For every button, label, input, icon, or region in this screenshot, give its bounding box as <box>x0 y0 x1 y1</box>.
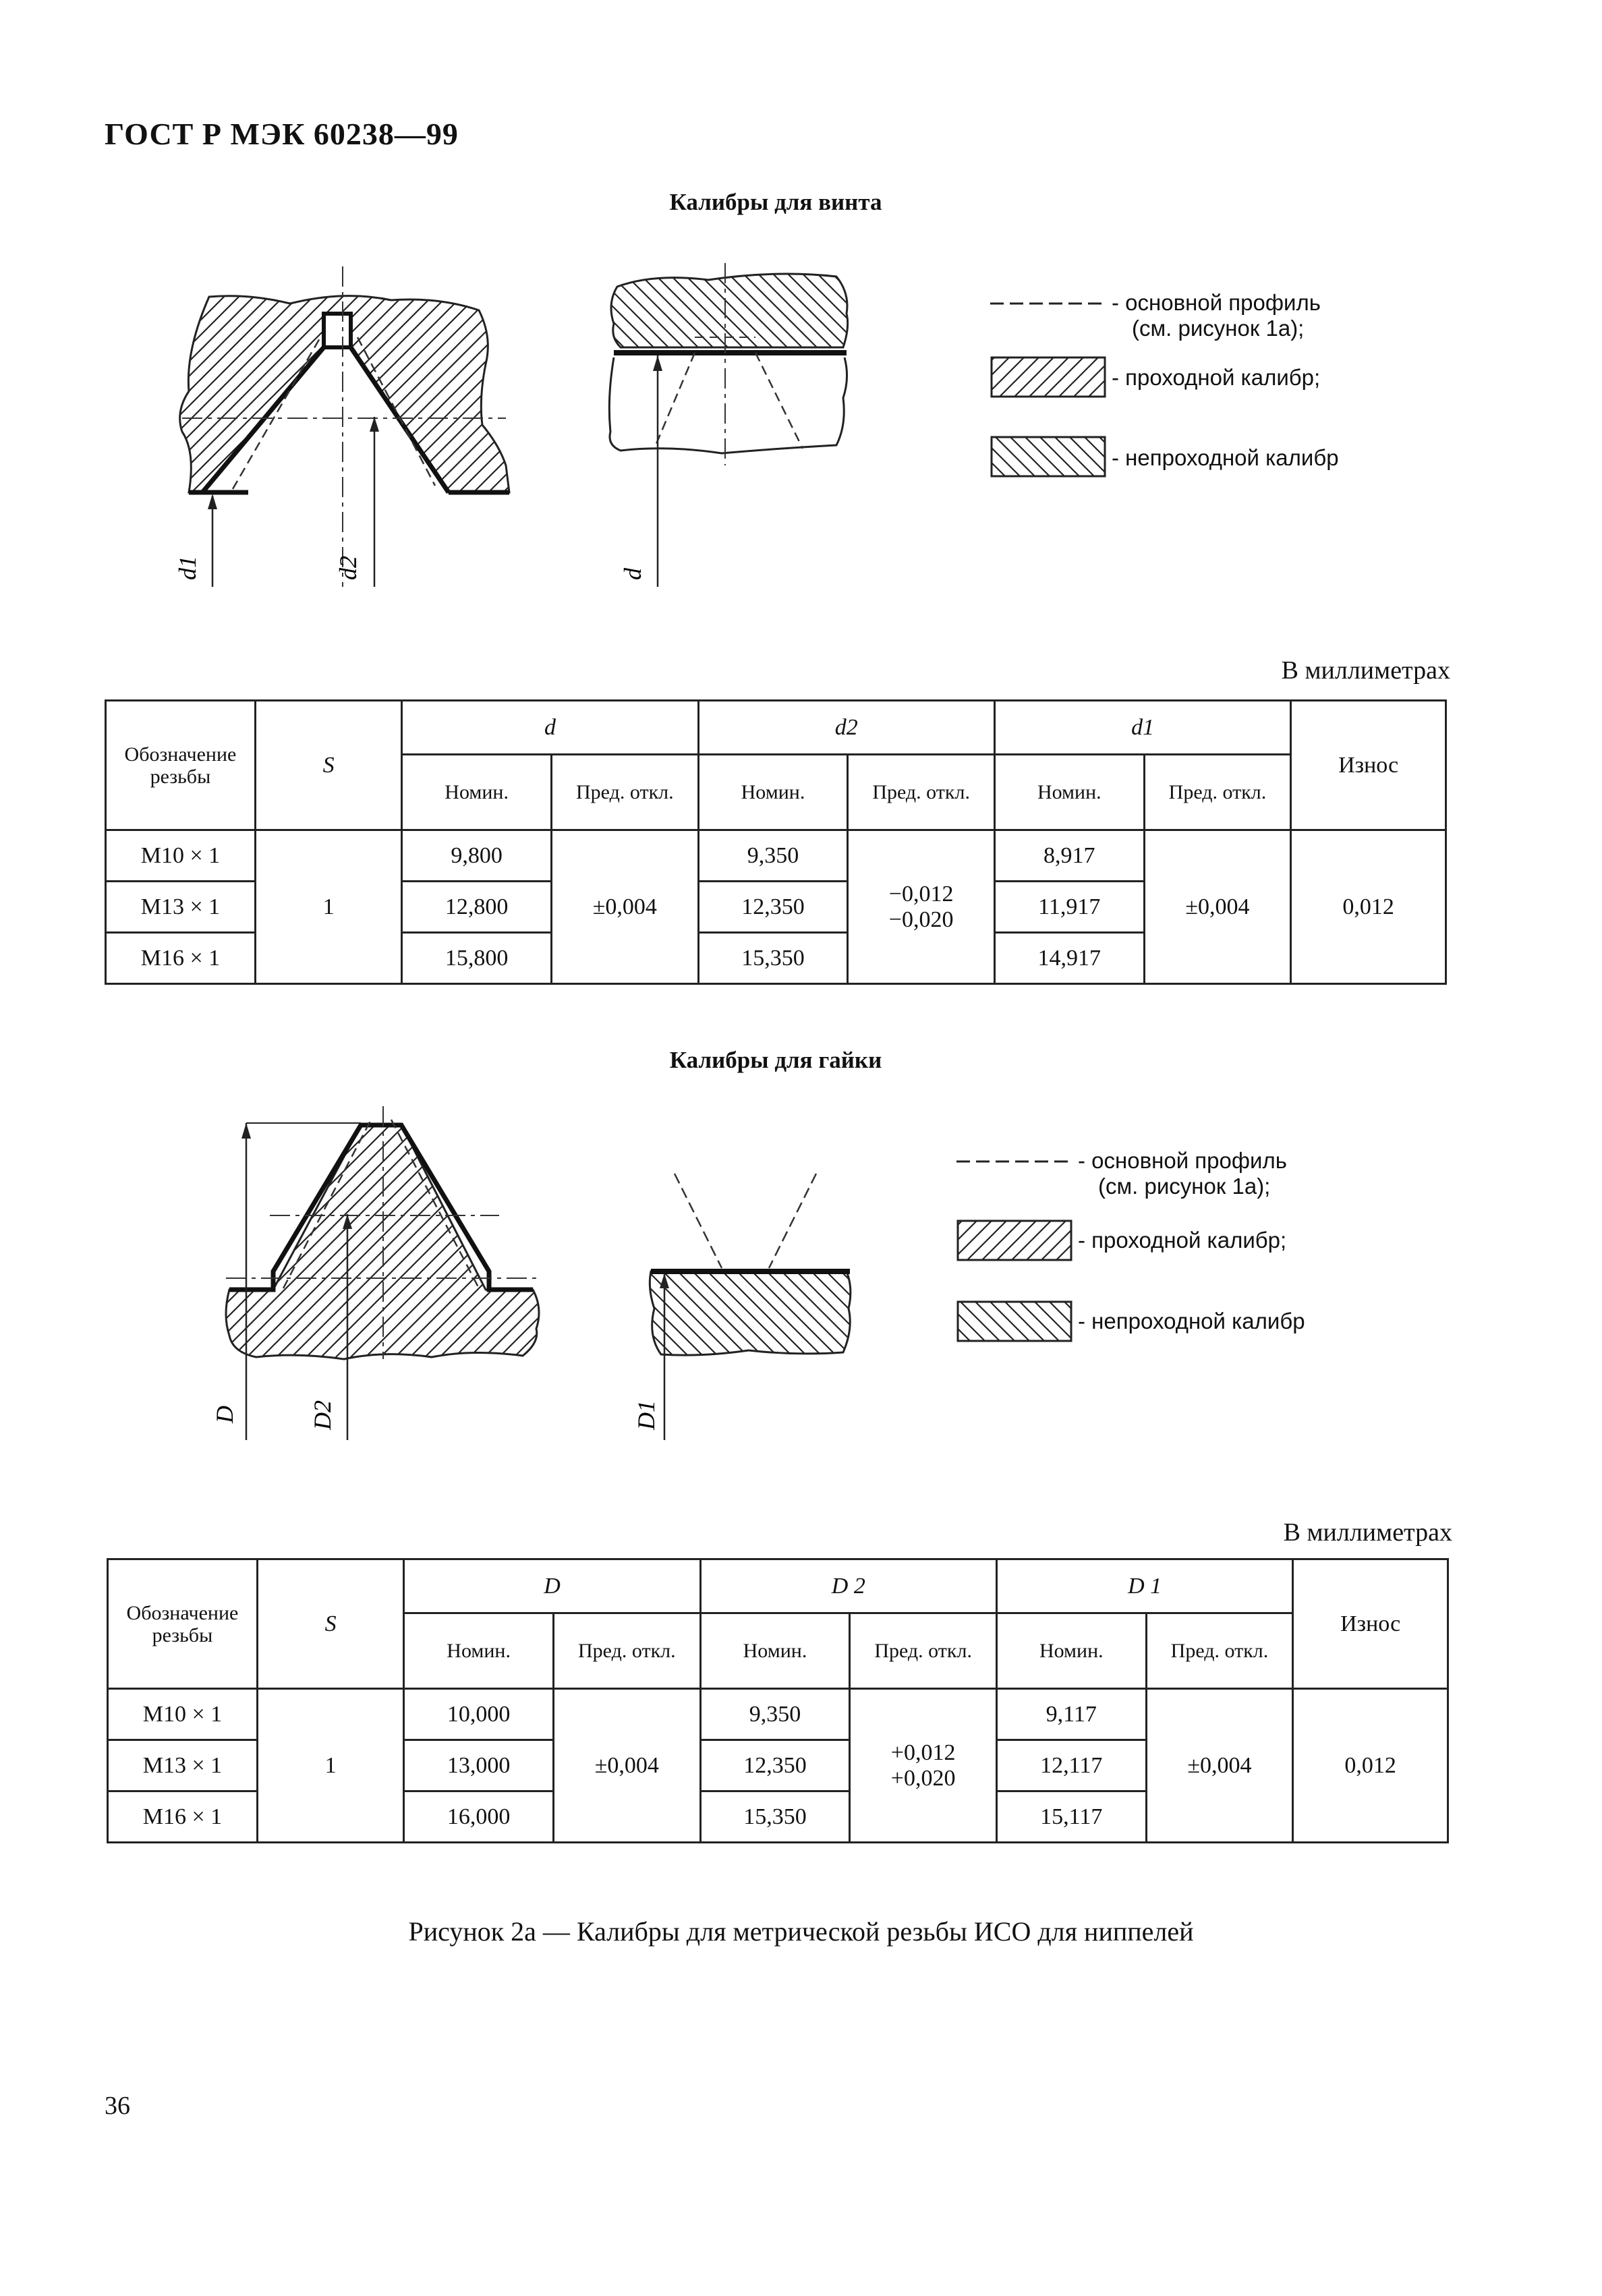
cell-thread: M10 × 1 <box>106 830 256 882</box>
legend-go-swatch <box>992 357 1105 397</box>
cell-D-nominal: 16,000 <box>404 1791 554 1843</box>
dim-label-d2: d2 <box>335 556 362 580</box>
legend-go-swatch <box>958 1221 1071 1260</box>
dim-label-d1: d1 <box>174 556 201 580</box>
cell-D2-deviation: +0,012 +0,020 <box>850 1689 997 1843</box>
cell-d-nominal: 9,800 <box>402 830 552 882</box>
nut-gauge-table <box>107 1558 1449 1843</box>
cell-d1-deviation: ±0,004 <box>1144 830 1291 984</box>
cell-d2-nominal: 9,350 <box>698 830 848 882</box>
subheader-nominal: Номин. <box>996 1613 1146 1689</box>
nut-units-label: В миллиметрах <box>1283 1518 1452 1547</box>
subheader-nominal: Номин. <box>698 755 848 830</box>
cell-d1-nominal: 8,917 <box>994 830 1144 882</box>
legend-nogo-gauge: - непроходной калибр <box>1112 445 1339 470</box>
screw-section-title: Калибры для винта <box>669 189 882 215</box>
cell-thread: M16 × 1 <box>108 1791 258 1843</box>
cell-d2-deviation: −0,012 −0,020 <box>848 830 995 984</box>
cell-thread: M13 × 1 <box>108 1740 258 1791</box>
cell-s: 1 <box>255 830 401 984</box>
cell-D2-nominal: 15,350 <box>700 1791 850 1843</box>
subheader-deviation: Пред. откл. <box>553 1613 700 1689</box>
screw-units-label: В миллиметрах <box>1281 656 1450 685</box>
screw-gauge-table <box>105 699 1447 985</box>
cell-D1-nominal: 12,117 <box>996 1740 1146 1791</box>
header-wear: Износ <box>1291 701 1446 830</box>
subheader-deviation: Пред. откл. <box>1146 1613 1293 1689</box>
subheader-deviation: Пред. откл. <box>1144 755 1291 830</box>
table-row <box>106 830 1446 882</box>
subheader-nominal: Номин. <box>994 755 1144 830</box>
header-group-d2: d2 <box>698 701 994 755</box>
legend-basic-profile: - основной профиль (см. рисунок 1а); <box>1112 290 1321 341</box>
cell-D-nominal: 13,000 <box>404 1740 554 1791</box>
dim-label-D: D <box>211 1406 238 1423</box>
nut-section-title: Калибры для гайки <box>669 1047 882 1073</box>
header-group-D1: D 1 <box>996 1559 1292 1613</box>
cell-D1-nominal: 9,117 <box>996 1689 1146 1740</box>
dim-label-d: d <box>619 568 646 580</box>
figure-caption: Рисунок 2а — Калибры для метрической резьбы ИСО для ниппелей <box>408 1916 1194 1947</box>
cell-thread: M13 × 1 <box>106 882 256 933</box>
subheader-nominal: Номин. <box>700 1613 850 1689</box>
cell-d-nominal: 15,800 <box>402 933 552 984</box>
cell-d2-nominal: 15,350 <box>698 933 848 984</box>
subheader-deviation: Пред. откл. <box>551 755 698 830</box>
cell-D-deviation: ±0,004 <box>553 1689 700 1843</box>
legend-basic-profile: - основной профиль (см. рисунок 1а); <box>1078 1148 1287 1199</box>
subheader-deviation: Пред. откл. <box>848 755 995 830</box>
header-group-d1: d1 <box>994 701 1290 755</box>
screw-nogo-gauge-body <box>611 274 848 347</box>
cell-D-nominal: 10,000 <box>404 1689 554 1740</box>
table-row <box>108 1689 1448 1740</box>
subheader-deviation: Пред. откл. <box>850 1613 997 1689</box>
cell-d-deviation: ±0,004 <box>551 830 698 984</box>
header-wear: Износ <box>1293 1559 1448 1689</box>
header-group-D2: D 2 <box>700 1559 996 1613</box>
subheader-nominal: Номин. <box>402 755 552 830</box>
nut-nogo-gauge-body <box>650 1271 851 1355</box>
header-thread-designation: Обозначение резьбы <box>106 701 256 830</box>
cell-thread: M10 × 1 <box>108 1689 258 1740</box>
standard-code: ГОСТ Р МЭК 60238—99 <box>105 117 459 151</box>
header-thread-designation: Обозначение резьбы <box>108 1559 258 1689</box>
legend-nogo-gauge: - непроходной калибр <box>1078 1309 1305 1333</box>
cell-d2-nominal: 12,350 <box>698 882 848 933</box>
legend-go-gauge: - проходной калибр; <box>1078 1228 1287 1253</box>
page-number: 36 <box>105 2092 130 2120</box>
cell-thread: M16 × 1 <box>106 933 256 984</box>
cell-d1-nominal: 11,917 <box>994 882 1144 933</box>
cell-wear: 0,012 <box>1293 1689 1448 1843</box>
cell-wear: 0,012 <box>1291 830 1446 984</box>
legend-nogo-swatch <box>992 437 1105 476</box>
legend-go-gauge: - проходной калибр; <box>1112 365 1321 390</box>
header-group-D: D <box>404 1559 700 1613</box>
subheader-nominal: Номин. <box>404 1613 554 1689</box>
cell-D2-nominal: 12,350 <box>700 1740 850 1791</box>
cell-D1-deviation: ±0,004 <box>1146 1689 1293 1843</box>
cell-D1-nominal: 15,117 <box>996 1791 1146 1843</box>
header-s: S <box>255 701 401 830</box>
header-s: S <box>257 1559 403 1689</box>
cell-d1-nominal: 14,917 <box>994 933 1144 984</box>
dim-label-D1: D1 <box>633 1400 660 1430</box>
legend-nogo-swatch <box>958 1302 1071 1341</box>
dim-label-D2: D2 <box>309 1400 336 1430</box>
cell-s: 1 <box>257 1689 403 1843</box>
cell-D2-nominal: 9,350 <box>700 1689 850 1740</box>
header-group-d: d <box>402 701 698 755</box>
cell-d-nominal: 12,800 <box>402 882 552 933</box>
